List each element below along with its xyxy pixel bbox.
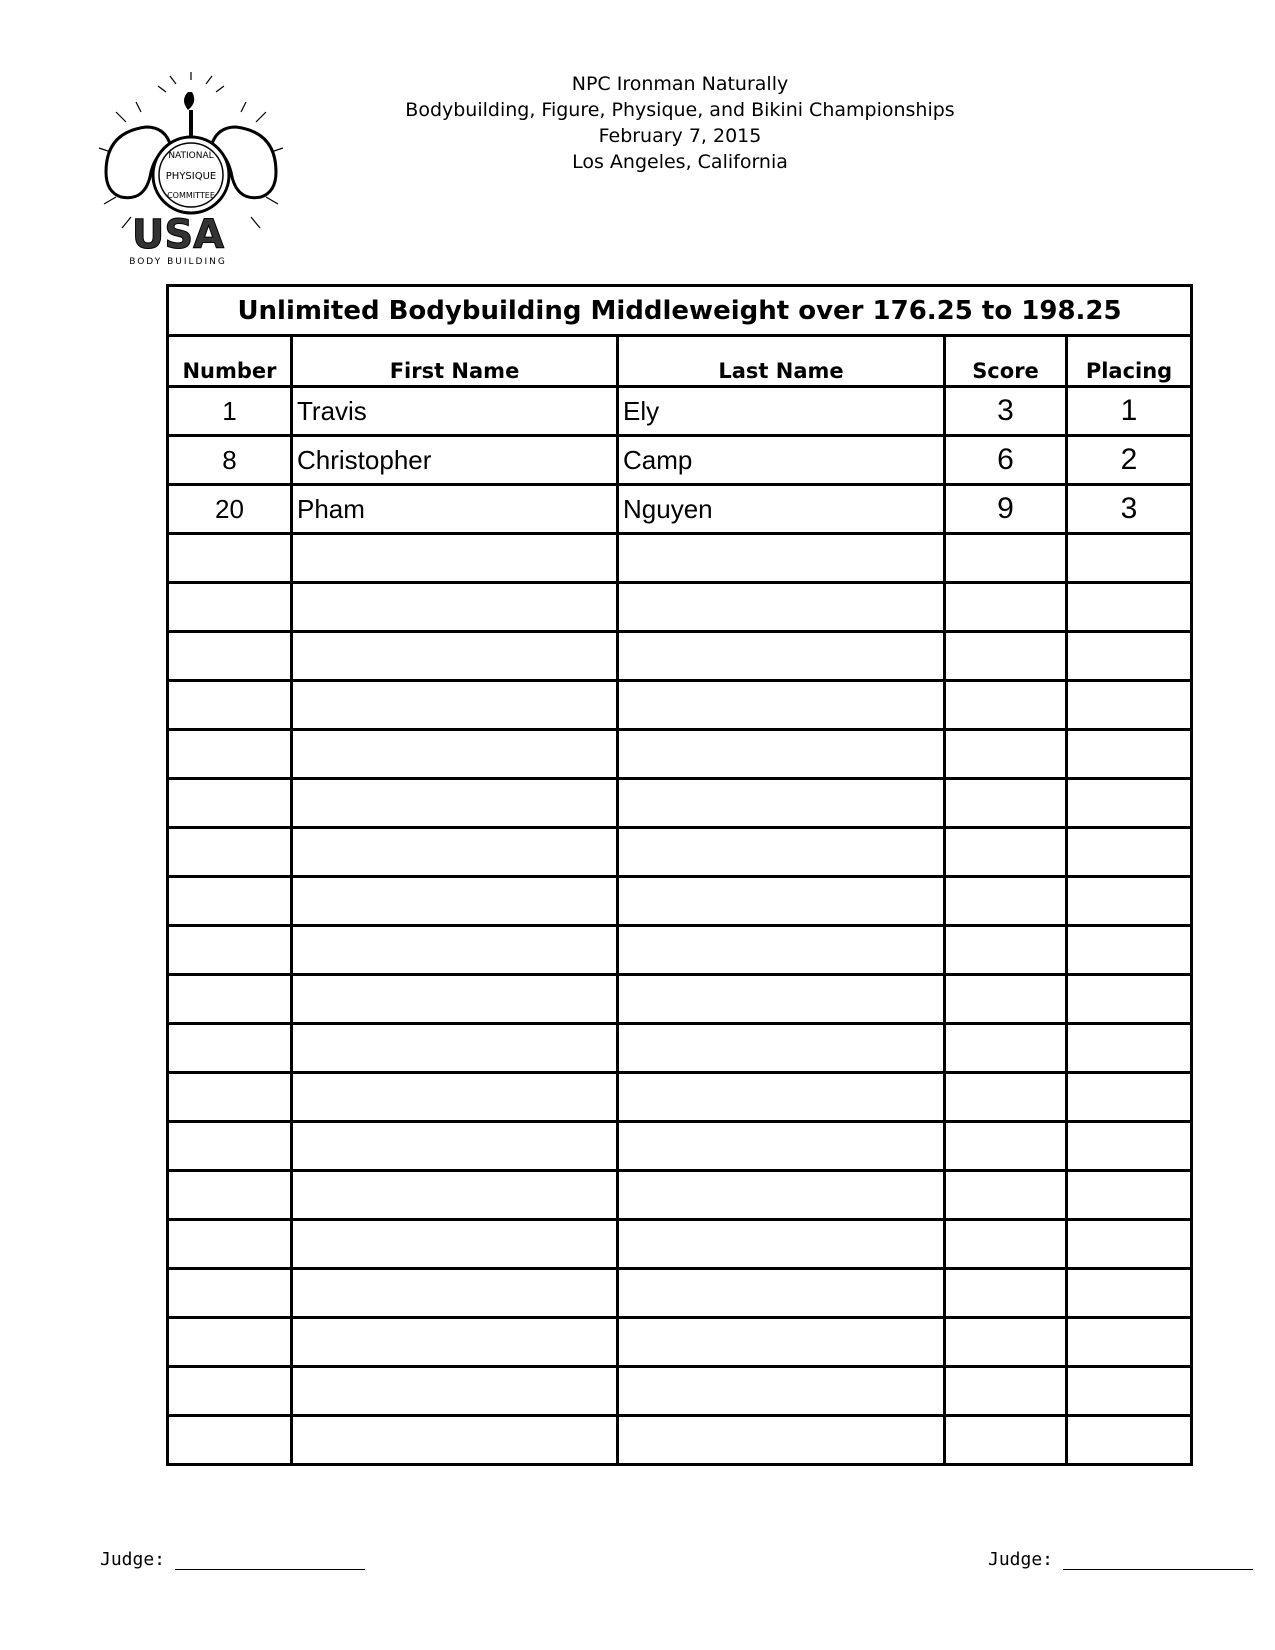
first-name-cell: Travis [292,387,618,436]
empty-table-row [168,632,1192,681]
column-header-number: Number [168,336,292,387]
empty-table-row [168,1269,1192,1318]
empty-table-row [168,681,1192,730]
score-cell [945,1367,1067,1416]
event-header [380,71,980,175]
score-cell [945,926,1067,975]
competitor-number [168,534,292,583]
score-cell [945,1269,1067,1318]
competitor-number [168,1024,292,1073]
competitor-number [168,681,292,730]
competitor-number [168,632,292,681]
last-name-cell [618,926,945,975]
placing-cell [1067,1367,1192,1416]
npc-usa-bodybuilding-logo [96,72,286,272]
empty-table-row [168,1367,1192,1416]
placing-cell [1067,1318,1192,1367]
competitor-number [168,779,292,828]
first-name-cell [292,828,618,877]
last-name-cell [618,1367,945,1416]
score-cell [945,681,1067,730]
placing-cell: 3 [1067,485,1192,534]
judge-label-right: Judge: [988,1549,1054,1570]
first-name-cell: Pham [292,485,618,534]
table-row [168,387,1192,436]
first-name-cell [292,730,618,779]
competitor-number [168,1073,292,1122]
first-name-cell: Christopher [292,436,618,485]
logo-wordmark: USA [131,212,225,258]
first-name-cell [292,1269,618,1318]
score-cell [945,1024,1067,1073]
results-table [166,284,1193,1466]
empty-table-row [168,1024,1192,1073]
empty-table-row [168,926,1192,975]
placing-cell [1067,975,1192,1024]
event-categories: Bodybuilding, Figure, Physique, and Bikini Championships [405,99,955,121]
logo-center-text: PHYSIQUE [165,171,217,182]
judge-signature-right [988,1549,1253,1570]
competitor-number [168,926,292,975]
empty-table-row [168,975,1192,1024]
judge-label-left: Judge: [100,1549,166,1570]
first-name-cell [292,583,618,632]
score-cell [945,877,1067,926]
placing-cell [1067,1024,1192,1073]
placing-cell [1067,730,1192,779]
first-name-cell [292,926,618,975]
last-name-cell [618,1318,945,1367]
empty-table-row [168,730,1192,779]
score-cell [945,1220,1067,1269]
score-cell [945,1318,1067,1367]
event-date: February 7, 2015 [598,125,762,147]
score-cell: 3 [945,387,1067,436]
logo-graphic-icon [96,72,286,272]
placing-cell [1067,828,1192,877]
last-name-cell: Camp [618,436,945,485]
placing-cell [1067,583,1192,632]
last-name-cell [618,975,945,1024]
event-name: NPC Ironman Naturally [571,73,789,95]
last-name-cell [618,534,945,583]
competitor-number [168,1171,292,1220]
logo-subtitle: BODY BUILDING [129,257,227,267]
empty-table-row [168,583,1192,632]
competitor-number [168,1318,292,1367]
judge-signature-line-right[interactable] [1063,1551,1253,1570]
first-name-cell [292,681,618,730]
last-name-cell [618,583,945,632]
competitor-number [168,828,292,877]
placing-cell [1067,681,1192,730]
empty-table-row [168,1171,1192,1220]
last-name-cell [618,1416,945,1465]
empty-table-row [168,534,1192,583]
first-name-cell [292,975,618,1024]
empty-table-row [168,779,1192,828]
empty-table-row [168,1416,1192,1465]
first-name-cell [292,1416,618,1465]
score-cell [945,1122,1067,1171]
first-name-cell [292,1122,618,1171]
score-cell [945,730,1067,779]
last-name-cell: Nguyen [618,485,945,534]
score-cell [945,975,1067,1024]
competitor-number: 20 [168,485,292,534]
empty-table-row [168,1220,1192,1269]
last-name-cell [618,1122,945,1171]
placing-cell [1067,779,1192,828]
placing-cell [1067,926,1192,975]
empty-table-row [168,828,1192,877]
first-name-cell [292,1318,618,1367]
column-header-score: Score [945,336,1067,387]
last-name-cell [618,1269,945,1318]
column-header-last-name: Last Name [618,336,945,387]
score-cell [945,1073,1067,1122]
score-cell [945,1171,1067,1220]
last-name-cell [618,681,945,730]
placing-cell: 1 [1067,387,1192,436]
empty-table-row [168,1318,1192,1367]
score-cell [945,779,1067,828]
empty-table-row [168,1073,1192,1122]
competitor-number [168,1220,292,1269]
first-name-cell [292,1073,618,1122]
competitor-number [168,1367,292,1416]
placing-cell [1067,1171,1192,1220]
first-name-cell [292,1171,618,1220]
score-cell: 6 [945,436,1067,485]
table-row [168,485,1192,534]
column-header-placing: Placing [1067,336,1192,387]
event-location: Los Angeles, California [572,151,788,173]
placing-cell [1067,1269,1192,1318]
placing-cell [1067,1416,1192,1465]
judge-signature-line-left[interactable] [175,1551,365,1570]
score-cell [945,828,1067,877]
last-name-cell [618,1024,945,1073]
judge-signature-left [100,1549,365,1570]
competitor-number [168,1122,292,1171]
first-name-cell [292,779,618,828]
last-name-cell [618,632,945,681]
first-name-cell [292,1367,618,1416]
score-cell [945,1416,1067,1465]
competitor-number [168,975,292,1024]
last-name-cell [618,877,945,926]
last-name-cell [618,1220,945,1269]
empty-table-row [168,1122,1192,1171]
last-name-cell: Ely [618,387,945,436]
score-cell: 9 [945,485,1067,534]
first-name-cell [292,1220,618,1269]
placing-cell [1067,534,1192,583]
table-row [168,436,1192,485]
last-name-cell [618,1073,945,1122]
last-name-cell [618,1171,945,1220]
last-name-cell [618,828,945,877]
placing-cell: 2 [1067,436,1192,485]
score-cell [945,534,1067,583]
last-name-cell [618,779,945,828]
competitor-number [168,583,292,632]
competitor-number: 8 [168,436,292,485]
logo-ring-bottom-text: COMMITTEE [167,191,215,200]
last-name-cell [618,730,945,779]
first-name-cell [292,632,618,681]
first-name-cell [292,534,618,583]
placing-cell [1067,1073,1192,1122]
placing-cell [1067,632,1192,681]
score-cell [945,632,1067,681]
competitor-number [168,1269,292,1318]
logo-ring-top-text: NATIONAL [168,151,214,161]
first-name-cell [292,877,618,926]
placing-cell [1067,1220,1192,1269]
score-cell [945,583,1067,632]
competitor-number: 1 [168,387,292,436]
competitor-number [168,1416,292,1465]
column-header-first-name: First Name [292,336,618,387]
division-title: Unlimited Bodybuilding Middleweight over 176.25 to 198.25 [168,286,1192,336]
placing-cell [1067,1122,1192,1171]
first-name-cell [292,1024,618,1073]
competitor-number [168,877,292,926]
empty-table-row [168,877,1192,926]
placing-cell [1067,877,1192,926]
competitor-number [168,730,292,779]
